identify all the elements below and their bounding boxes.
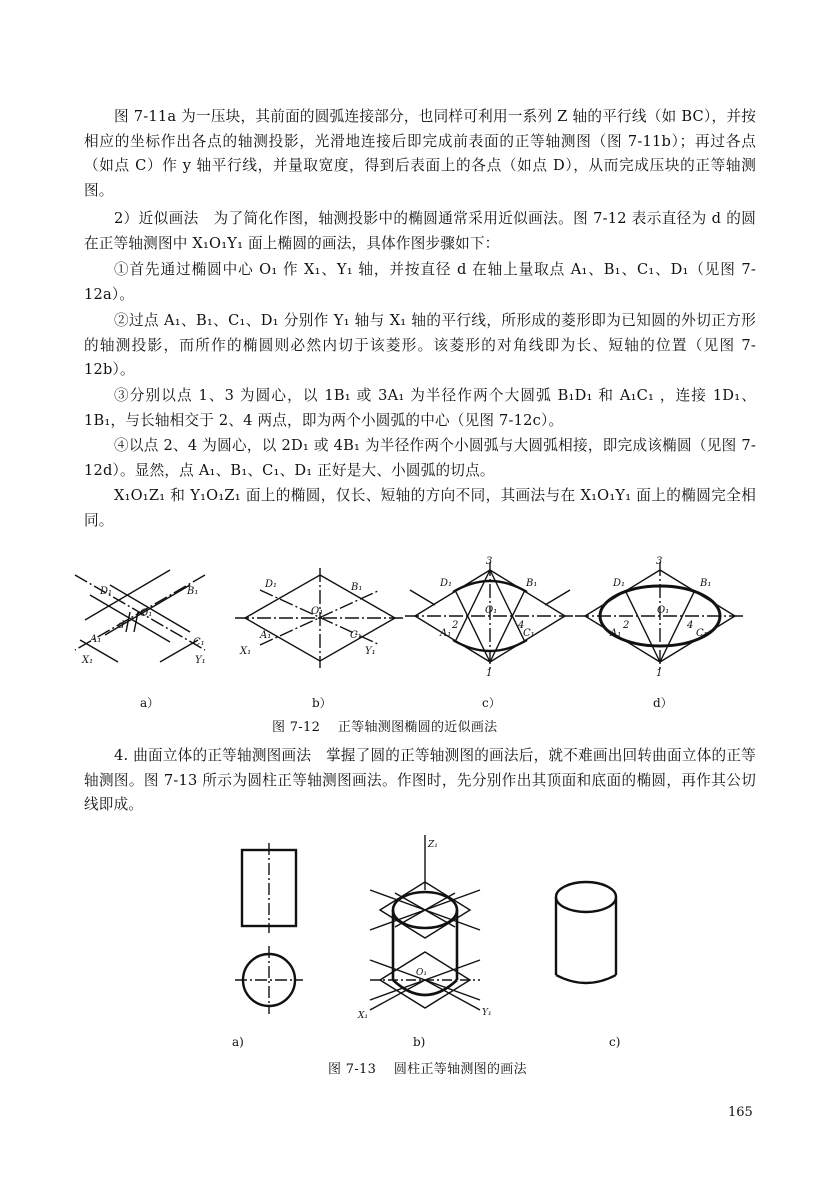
paragraph-step-3: ③分别以点 1、3 为圆心，以 1B₁ 或 3A₁ 为半径作两个大圆弧 B₁D₁ 和 A₁C₁ ，连接 1D₁、1B₁，与长轴相交于 2、4 两点，即为两个小圆弧的中心（见图 7-12c）。 (84, 387, 756, 429)
label-3-c: 3 (486, 556, 493, 567)
paragraph-press-block: 图 7-11a 为一压块，其前面的圆弧连接部分，也同样可利用一系列 Z 轴的平行线（如 BC），并按相应的坐标作出各点的轴测投影，光滑地连接后即完成前表面的正等轴测图（图 7-11b）；再过各点（如点 C）作 y 轴平行线，并量取宽度，得到后表面上的各点（如点 D），从而完成压块的正等轴测图。 (84, 108, 756, 199)
figure-7-12 (60, 550, 775, 710)
page-number: 165 (728, 1105, 753, 1120)
label-x1-b: X₁ (240, 646, 252, 657)
label-1-d: 1 (656, 668, 663, 679)
label-y1-a: Y₁ (195, 655, 206, 666)
label-4-d: 4 (687, 620, 694, 631)
paragraph-approx-method: 2）近似画法 为了简化作图，轴测投影中的椭圆通常采用近似画法。图 7-12 表示直径为 d 的圆在正等轴测图中 X₁O₁Y₁ 面上椭圆的画法，具体作图步骤如下： (84, 210, 756, 252)
label-1-c: 1 (486, 668, 493, 679)
figure-7-13-caption: 图 7-13 圆柱正等轴测图的画法 (328, 1062, 527, 1077)
figure-7-13b-drawing (370, 835, 480, 1010)
label-z1: Z₁ (428, 840, 438, 850)
label-o1-a: O₁ (140, 608, 153, 619)
figure-7-13c-drawing (556, 882, 616, 983)
label-a1-d: A₁ (610, 628, 622, 639)
label-o1-b: O₁ (311, 606, 324, 617)
figure-7-13-sublabel-c: c) (609, 1035, 621, 1049)
label-o1-713: O₁ (416, 968, 427, 978)
figure-7-13-sublabel-b: b) (413, 1035, 426, 1049)
figure-7-13 (220, 835, 640, 1025)
label-2-c: 2 (452, 620, 459, 631)
label-y1-b: Y₁ (365, 646, 376, 657)
figure-7-13a-drawing (235, 843, 303, 1014)
figure-7-12d-drawing (575, 562, 745, 670)
label-a1-b: A₁ (260, 630, 272, 641)
label-c1-b: C₁ (350, 630, 362, 641)
label-x1-713: X₁ (358, 1011, 369, 1021)
label-c1-c: C₁ (523, 628, 535, 639)
label-y1-713: Y₁ (482, 1008, 492, 1018)
label-2-d: 2 (623, 620, 630, 631)
label-d1-b: D₁ (265, 579, 278, 590)
figure-7-12-sublabel-d: d） (653, 696, 673, 710)
figure-7-13-sublabel-a: a) (232, 1035, 244, 1049)
figure-7-12c-drawing (405, 562, 575, 670)
paragraph-step-1: ①首先通过椭圆中心 O₁ 作 X₁、Y₁ 轴，并按直径 d 在轴上量取点 A₁、B₁、C₁、D₁（见图 7-12a）。 (84, 261, 756, 303)
figure-7-12-sublabel-a: a） (140, 696, 160, 710)
label-a1-c: A₁ (440, 628, 452, 639)
figure-7-12-sublabel-b: b） (312, 696, 332, 710)
label-a1-a: A₁ (90, 634, 102, 645)
label-d-a: d (118, 620, 125, 631)
paragraph-other-planes: X₁O₁Z₁ 和 Y₁O₁Z₁ 面上的椭圆，仅长、短轴的方向不同，其画法与在 X₁O₁Y₁ 面上的椭圆完全相同。 (84, 487, 756, 529)
label-d1-d: D₁ (613, 578, 626, 589)
label-c1-d: C₁ (696, 628, 708, 639)
paragraph-curved-solids: 4. 曲面立体的正等轴测图画法 掌握了圆的正等轴测图的画法后，就不难画出回转曲面立体的正等轴测图。图 7-13 所示为圆柱正等轴测图画法。作图时，先分别作出其顶面和底面的椭圆，再作其公切线即成。 (84, 747, 756, 814)
label-3-d: 3 (656, 556, 663, 567)
label-d1-c: D₁ (440, 578, 453, 589)
figure-7-12-sublabel-c: c） (482, 696, 501, 710)
label-o1-c: O₁ (485, 605, 498, 616)
label-o1-d: O₁ (657, 605, 670, 616)
label-b1-b: B₁ (351, 582, 363, 593)
label-b1-d: B₁ (700, 578, 712, 589)
paragraph-step-2: ②过点 A₁、B₁、C₁、D₁ 分别作 Y₁ 轴与 X₁ 轴的平行线，所形成的菱形即为已知圆的外切正方形的轴测投影，而所作的椭圆则必然内切于该菱形。该菱形的对角线即为长、短轴的位置（见图 7-12b）。 (84, 312, 756, 379)
label-x1-a: X₁ (82, 655, 94, 666)
label-b1-a: B₁ (187, 586, 199, 597)
label-c1-a: C₁ (193, 637, 205, 648)
figure-7-12-caption: 图 7-12 正等轴测图椭圆的近似画法 (272, 720, 498, 735)
label-4-c: 4 (518, 620, 525, 631)
label-b1-c: B₁ (526, 578, 538, 589)
figure-7-12b-drawing (235, 568, 405, 668)
paragraph-step-4: ④以点 2、4 为圆心，以 2D₁ 或 4B₁ 为半径作两个小圆弧与大圆弧相接，即完成该椭圆（见图 7-12d）。显然，点 A₁、B₁、C₁、D₁ 正好是大、小圆弧的切点。 (84, 437, 756, 479)
label-d1-a: D₁ (100, 586, 113, 597)
